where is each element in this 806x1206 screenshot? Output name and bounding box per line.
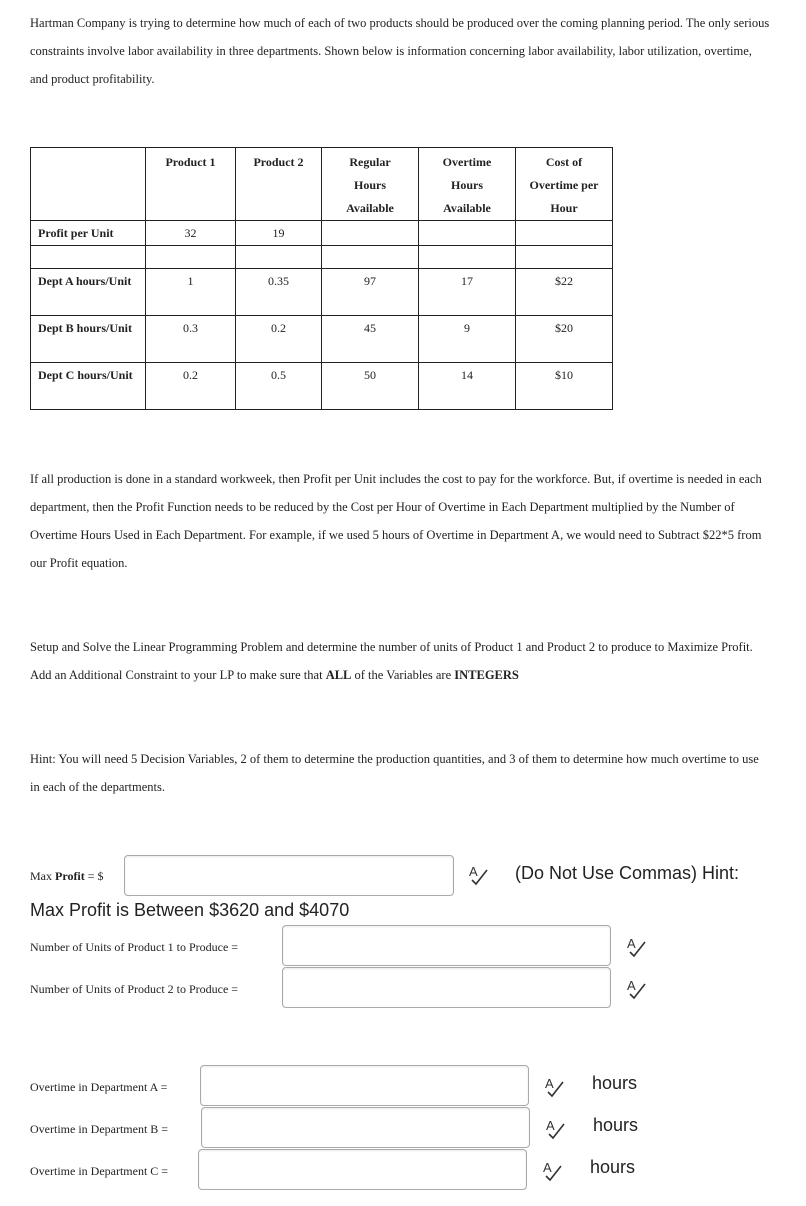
- commas-hint: (Do Not Use Commas) Hint:: [515, 863, 740, 883]
- setup-paragraph: Setup and Solve the Linear Programming Problem and determine the number of units of Product 1 and Product 2 to produce to Maximize Profit. Add an Additional Constraint to your LP to make sure that ALL of the Variables are INTEGERS: [30, 640, 753, 682]
- table-header: Regular Hours Available: [322, 148, 419, 221]
- svg-text:A: A: [627, 978, 636, 993]
- svg-text:A: A: [469, 864, 478, 879]
- labor-info-table: [30, 147, 613, 410]
- table-header: Product 2: [236, 148, 322, 221]
- table-row: [31, 363, 613, 410]
- table-cell: [516, 221, 613, 246]
- overtime-b-input[interactable]: [201, 1107, 530, 1148]
- row-label: Dept B hours/Unit: [31, 316, 146, 363]
- table-cell: 17: [419, 269, 516, 316]
- table-cell: $20: [516, 316, 613, 363]
- spellcheck-icon[interactable]: [625, 936, 647, 958]
- spellcheck-icon[interactable]: [544, 1118, 566, 1140]
- intro-paragraph: Hartman Company is trying to determine how much of each of two products should be produced over the coming planning period. The only serious constraints involve labor availability in three departments. Shown below is information concerning labor availability, labor utilization, overtime, and product profitability.: [30, 16, 770, 86]
- spellcheck-icon[interactable]: [467, 864, 489, 886]
- table-header: Overtime Hours Available: [419, 148, 516, 221]
- profit-range-hint: Max Profit is Between $3620 and $4070: [30, 900, 350, 920]
- svg-text:A: A: [627, 936, 636, 951]
- row-label: Dept C hours/Unit: [31, 363, 146, 410]
- max-profit-label: Max Profit = $: [30, 869, 104, 883]
- table-row: [31, 316, 613, 363]
- table-cell: 19: [236, 221, 322, 246]
- table-cell: 14: [419, 363, 516, 410]
- row-label: Dept A hours/Unit: [31, 269, 146, 316]
- table-cell: 1: [146, 269, 236, 316]
- table-cell: 9: [419, 316, 516, 363]
- table-cell: 0.2: [236, 316, 322, 363]
- overtime-paragraph: If all production is done in a standard workweek, then Profit per Unit includes the cost to pay for the workforce. But, if overtime is needed in each department, then the Profit Function needs to be reduced by the Cost per Hour of Overtime in Each Department multiplied by the Number of Overtime Hours Used in Each Department. For example, if we used 5 hours of Overtime in Department A, we would need to Subtract $22*5 from our Profit equation.: [30, 472, 762, 570]
- table-row: [31, 221, 613, 246]
- overtime-c-label: Overtime in Department C =: [30, 1164, 169, 1178]
- table-header-empty: [31, 148, 146, 221]
- svg-text:A: A: [543, 1160, 552, 1175]
- product2-input[interactable]: [282, 967, 611, 1008]
- table-cell: [322, 221, 419, 246]
- hours-unit-label: hours: [590, 1157, 636, 1177]
- table-row: [31, 269, 613, 316]
- table-cell: $10: [516, 363, 613, 410]
- svg-text:A: A: [545, 1076, 554, 1091]
- product1-label: Number of Units of Product 1 to Produce =: [30, 940, 239, 954]
- table-header: Product 1: [146, 148, 236, 221]
- table-row: [31, 246, 613, 269]
- table-cell: 0.35: [236, 269, 322, 316]
- overtime-c-input[interactable]: [198, 1149, 527, 1190]
- table-header: Cost of Overtime per Hour: [516, 148, 613, 221]
- spellcheck-icon[interactable]: [625, 978, 647, 1000]
- product1-input[interactable]: [282, 925, 611, 966]
- table-cell: 0.5: [236, 363, 322, 410]
- table-cell: 97: [322, 269, 419, 316]
- hours-unit-label: hours: [592, 1073, 638, 1093]
- product2-label: Number of Units of Product 2 to Produce =: [30, 982, 239, 996]
- table-cell: 50: [322, 363, 419, 410]
- spellcheck-icon[interactable]: [541, 1160, 563, 1182]
- row-label: Profit per Unit: [31, 221, 146, 246]
- hours-unit-label: hours: [593, 1115, 639, 1135]
- spellcheck-icon[interactable]: [543, 1076, 565, 1098]
- hint-paragraph: Hint: You will need 5 Decision Variables, 2 of them to determine the production quantities, and 3 of them to determine how much overtime to use in each of the departments.: [30, 752, 759, 794]
- table-cell: 32: [146, 221, 236, 246]
- table-cell: [419, 221, 516, 246]
- table-cell: $22: [516, 269, 613, 316]
- max-profit-input[interactable]: [124, 855, 454, 896]
- table-cell: 0.3: [146, 316, 236, 363]
- overtime-a-label: Overtime in Department A =: [30, 1080, 168, 1094]
- table-cell: 0.2: [146, 363, 236, 410]
- svg-text:A: A: [546, 1118, 555, 1133]
- overtime-b-label: Overtime in Department B =: [30, 1122, 169, 1136]
- table-cell: 45: [322, 316, 419, 363]
- overtime-a-input[interactable]: [200, 1065, 529, 1106]
